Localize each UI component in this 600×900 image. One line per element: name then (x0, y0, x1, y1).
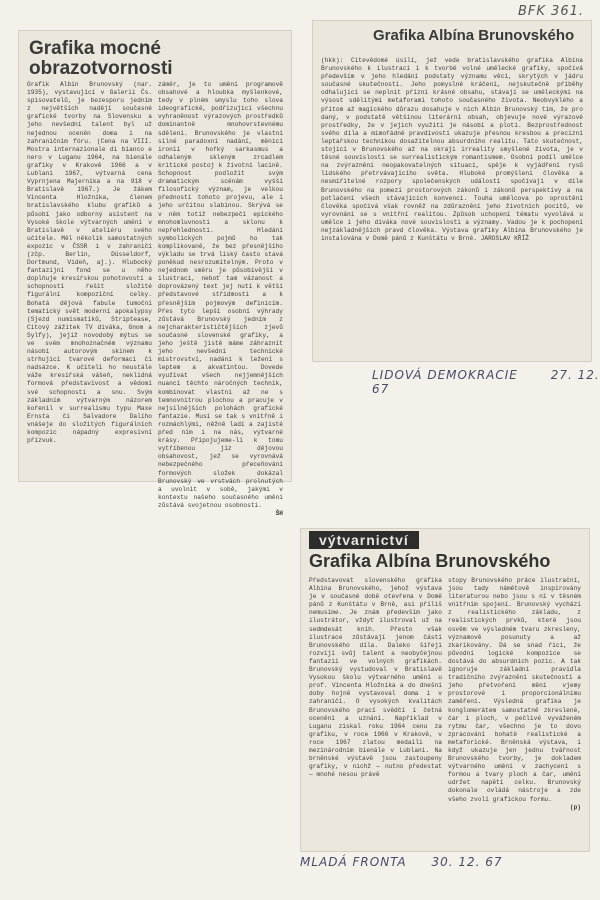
clipping-1-signature: ŠH (275, 509, 283, 517)
clipping-2-body (321, 57, 583, 355)
clipping-2-headline: Grafika Albína Brunovského (373, 27, 575, 44)
handwritten-source-2 (300, 855, 503, 869)
clipping-3-column-b-text: stopy Brunovského práce ilustrační, jsou tady námětově inspirovány literaturou nebo jsou s ní v těsném vnitřním spojení. Brunovský vychází z realistického základu, z realistických prvků, které jsou osvěm ve výsledném tvaru zkresleny, významově posunuty a až zkarikovány. Dá se snad říci, že původní logické kompozice se dostává do absurdních pozic. A tak ignoruje základní pravidla tradičního zvýraznění skutečnosti a jeho přetvoření mění vjemy prostorové i proporcionálnímu zaměření. Výsledná grafika je konglomerátem samostatně zkreslené, čar i ploch, v pečlivé vyváženém rytmu čar, všechno je to dovo zpracování bohatě realistické a metaforické. Brněnská výstava, i když ukazuje jen jednu tvářnost Brunovského tvorby, je dokladem výtvarného umění v zachycení s formou a tvary ploch a čar, umění udržet napětí celku. Brunovský dokonale ovládá nástroje a zde všeho zvolí grafickou formu. (448, 577, 581, 803)
clipping-3-column-a: Představovat slovenského grafika Albína Brunovského, jehož výstava je v současné době otevřena v Domě pánů z Kunštátu v Brně, asi příliš nemusíme. Je znám především jako ilustrátor, vždyť ilustroval už na sedmdesát knih. Přesto však ilustrace zůstávají jenom částí Brunovského díla. Daleko šířeji rozvíjí svůj talent a neobyčejnou fantazii ve volných grafikách. Brunovský vystudoval v Bratislavě Vysokou školu výtvarného umění u prof. Vincenta Hložníka a do dnešní doby hojně vystavoval doma i v zahraničí. O vysokých kvalitách Brunovského prací svědčí i četná ocenění a uznání. Například v Luganu získal roku 1964 cenu za grafiku, v roce 1966 v Krakově, v roce 1967 zlatou medaili na mezinárodním bienále v Lublani. Na brněnské výstavě jsou zastoupeny grafiky, v nichž — nutno předestat — mnohé nesou právě (309, 577, 442, 779)
clipping-1-headline: Grafika mocné obrazotvornosti (29, 38, 173, 79)
clipping-1-column-b (158, 81, 283, 517)
clipping-1-column-b-text: záměr, je to umění programově obsahové a hloubka myšlenkové, tedy v plném smyslu toho slova ideografické, podřizující všechnu vyhraněnost výrazových prostředků dominantně mnohovrstevnému sdělení. Brunovského je vlastní silné paradoxní nadání, měnící ironií v hořký sarkasmus a odhaleným skleným zrcadlem kritické postoj k životní lacině. Schopnost podložit svým dramatickým scénám vyšší filosofický význam, je velkou předností tohoto projevu, ale i jeho určitou slabinou. Skrývá se v něm totiž nebezpečí epického mnohomluvnosti a sklonu k nepřehlednosti. Hledání symbolických pojmů ho tak komplikovaně, že bez přesnějšího výkladu se trvá liský často stavá poněkud nesrozumitelným. Proto v nejednom směru je působivější v ilustraci, neboť tam vázanost a doprovázený text jej nutí k větší představové střídmosti a k přesnějším pojmovým definicím. Přes tyto lepší osobní výhrady zůstává Brunovský jedním z nejcharakterističtějších zjevů současné slovenské grafiky, a jeho ještě jistě máme záhraznit jeho nevšední technické mistrovství, nadání k ležení s leptem a akvatintou. Dovede využívat všech nejjemnějších nuancí těchto náročných technik, kombinovat vlastní až ne s temnovnitrou plochou a pracuje v nejsilnějších polohách grafické fantazie. Musí se tak s vnitřně i rozmáchlými, něžně ladí a zajisté před ním i na nás, výtvarné krásy. Připojujeme-li k tomu vytříbenou jiz dějovou obsahovost, jež se vyrovnává nebezpečného přeceňování formových složek dokázal Brunovský ve vrstvách prolnutých a uvolnit v sobě, jakými v kontextu našeho současného umění zůstává svojetnou osobnosti. (158, 81, 283, 509)
handwritten-source-1 (372, 368, 600, 396)
clipping-3-signature: (p) (569, 803, 581, 811)
clipping-grafika-mocne (18, 30, 292, 517)
clipping-3-headline: Grafika Albína Brunovského (309, 551, 551, 571)
clipping-mlada-fronta (300, 528, 590, 852)
archive-number: BFK 361. (518, 4, 584, 19)
handwritten-source-2-date: 30. 12. 67 (431, 855, 503, 869)
clipping-3-kicker: výtvarnictví (309, 531, 419, 549)
handwritten-source-1-date: 27. 12. 67 (372, 368, 600, 396)
clipping-2-text: (hkk): Citevědomé úsilí, jež vede bratislavského grafika Albína Brunovského k ilustraci i k tvorbě volné umělecké grafiky, spočívá především v jeho hledání podstaty významu věcí, skrytých v jádru současné skutečnosti. Jeho pomyslné kráčení, nejskutečně příběhy odhalující se neplnit přízní krásné obsahu, stávají se uměleckými na výsost sdělitými metaforami tohoto současného života. Neobvyklého a přitom až magického důrazu dosahuje v nich Albín Brunovský tím, že pro daný, v podstatě většinou literární obsah, objevuje nové výrazové prostředky, že v jejich využití je násobí a plotí. Bezprostřednost svého díla a mimořádně pravdivostí ukazuje přesnou kresbou a precizní leptařskou technikou dosažitelnou absurdního realitu. Tato skutečnost, stojící v Brunovského až na okraji irreality smyšlené života, je v těsné souvislosti se surrealistickým romantismem. Osobní podíl umělce na zvýraznění neopakovatelných situací, spěje k vyjádření rysů lidského přetrvávajícího světa. Hluboké promýšlení člověka a nesmířitelné rozpory společenských událostí spočívají v díle Brunovského na pomezí prostorových zákonů i zákonů perspektivy a na potlačení všech stávajících konvencí. Touha umělcova po oprostění člověka spočívá však rovněž na zdůraznění jeho životních pocitů, ve vyrovnání se s vnitřní realitou. Způsob uchopení tématu vyvolává u umělce i jeho diváka nové souvislosti a významy. Vadou je k pochopení nejzákladnějších pravd člověka. Výstava grafiky Albína Brunovského je instalována v Domě pánů z Kunštátu v Brně. JAROSLAV KŘÍŽ (321, 57, 583, 243)
handwritten-source-1-name: LIDOVÁ DEMOKRACIE (372, 368, 518, 382)
clipping-1-column-a: Grafik Albín Brunovský (nar. 1935), vystavující v Galerii Čs. spisovatelů, je bezesporu jedním z největších nadějí současné grafické tvorby na Slovensku a jeho nevšední talent byl už nejednou oceněn doma i na zahraničním fóru. (Cena na VIII. Mostra internazionale di bianco e nero v Luganu 1964, na bienále grafiky v Krakově 1966 a v Lublani 1967, výtvarná cena Vyprnjena Majernika a na 918 v Bratislavě 1967.) Je žákem Vincenta Hložníka, členem bratislavského klubu grafiků a působí jako odborný asistent na Vysoké škole výtvarných umění v Bratislavě v ateliéru svého učitele. Měl několik samostatných expozic v ČSSR i v zahraničí (zčp. Berlín, Düsseldorf, Dortmund, Vídeň, aj.). Hlubocký fantazijní fond se u něho doplňuje kresířskou pohotovostí a schopností řešit složité figurální kompoziční celky. Bohatá dějová fabule tumoční tematický svět moderní apokalypsy (Sjezd numismatiků, Striptease, Citový zážitek TV diváka, Gnom a Sylfy), jejíž novodobý mýtus se ve svém mnohoznačném významu násobí autorovým skinem k strhující tvarové deformaci či nadsázce. K učiteli ho neustále váže kresířská vášeň, neklidná formová představivost a vědomí své schopnosti a snu. Svým základním výtvarným názorem kořenil v surrealismu typu Maxe Ernsta či Salvadore Dalího vnášeje do složitých figurálních kompozic nápadný expresivní přízvuk. (27, 81, 152, 445)
clipping-3-column-b (448, 577, 581, 845)
clipping-3-body (309, 577, 581, 845)
handwritten-source-2-name: MLADÁ FRONTA (300, 855, 407, 869)
clipping-1-body (27, 81, 283, 517)
clipping-lidova-demokracie (312, 20, 592, 362)
